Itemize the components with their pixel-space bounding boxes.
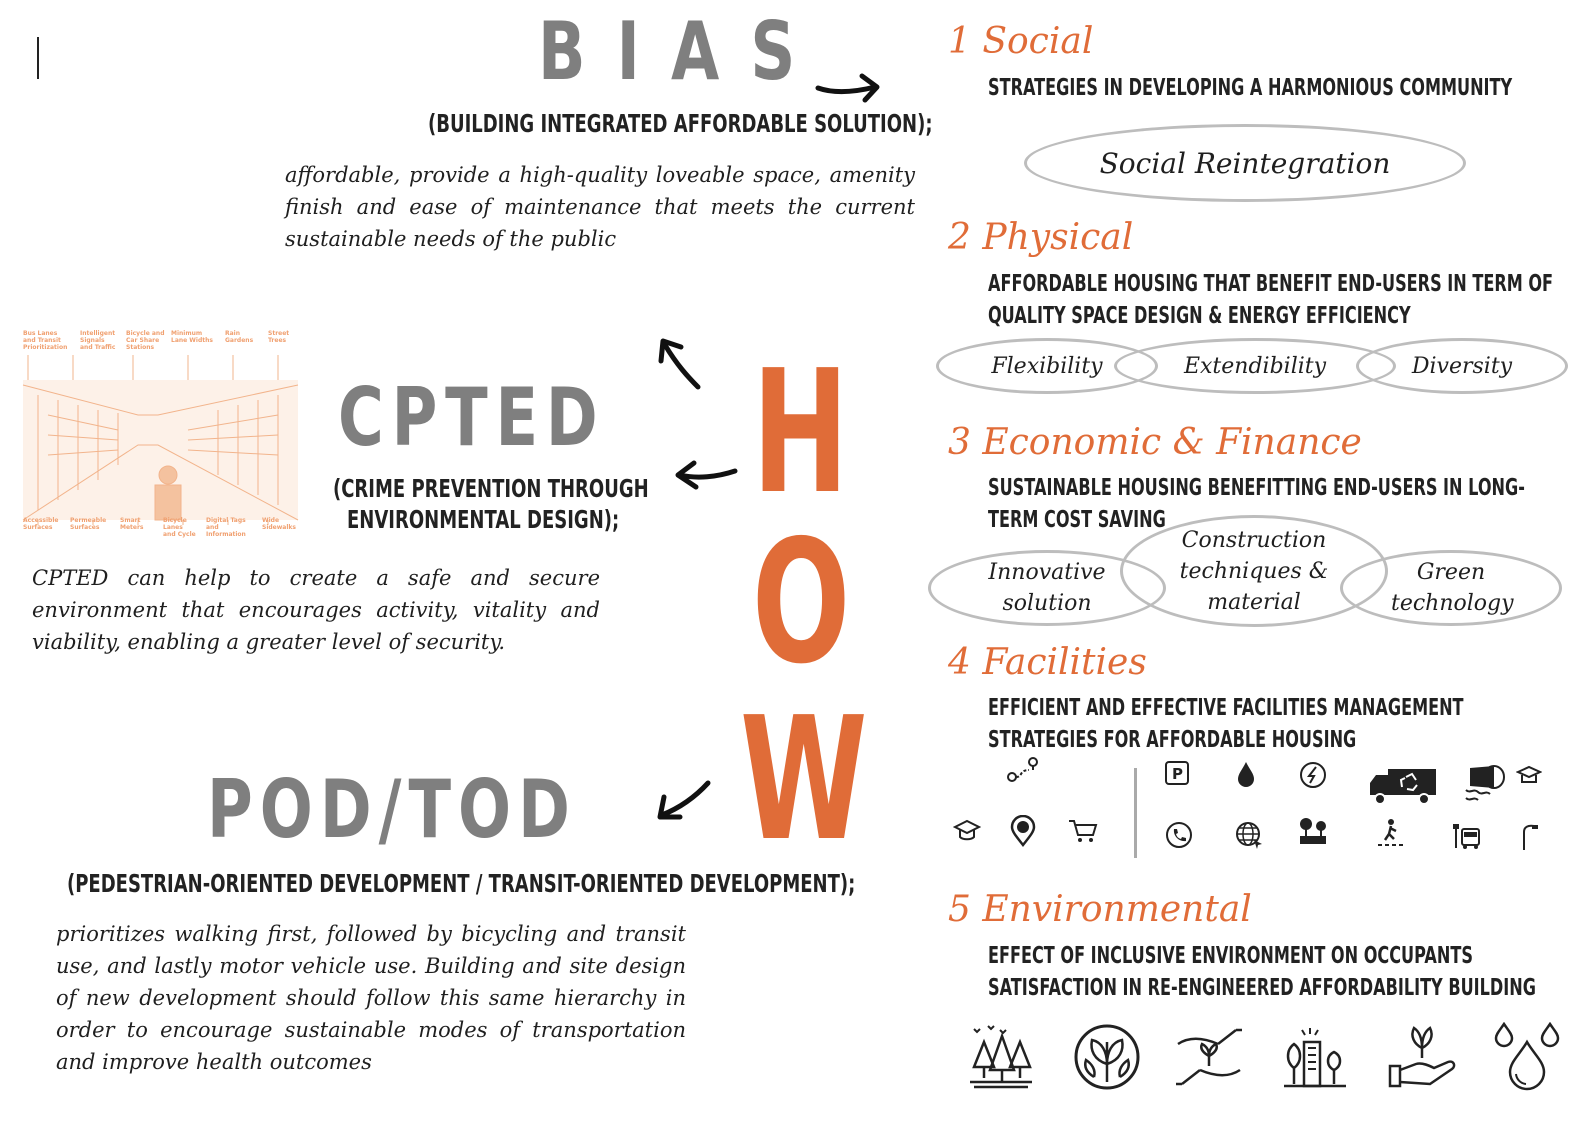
pedestrian-crossing-icon bbox=[1376, 818, 1406, 848]
arrow-up-left-icon bbox=[655, 335, 710, 395]
svg-text:Surfaces: Surfaces bbox=[23, 524, 53, 531]
podtod-title: POD/TOD bbox=[207, 763, 577, 856]
bubble-innovative-solution: Innovative solution bbox=[928, 550, 1166, 626]
svg-text:Car Share: Car Share bbox=[126, 337, 160, 344]
svg-text:Trees: Trees bbox=[268, 337, 287, 344]
svg-text:Smart: Smart bbox=[120, 517, 141, 524]
recycling-bin-icon bbox=[1458, 762, 1508, 806]
how-letter-w: W bbox=[740, 681, 868, 879]
section-physical-title: 2 Physical bbox=[948, 217, 1134, 258]
hands-seedling-icon bbox=[1174, 1022, 1244, 1092]
svg-text:Minimum: Minimum bbox=[171, 330, 203, 337]
section-physical-description: AFFORDABLE HOUSING THAT BENEFIT END-USERS IN TERM OF QUALITY SPACE DESIGN & ENERGY EFFICIENCY bbox=[988, 271, 1554, 329]
park-icon bbox=[1296, 816, 1330, 846]
svg-text:Bicycle: Bicycle bbox=[163, 517, 187, 524]
bubble-social-reintegration: Social Reintegration bbox=[1024, 124, 1466, 202]
svg-text:Gardens: Gardens bbox=[225, 337, 254, 344]
bias-title: B I A S bbox=[538, 5, 800, 98]
svg-text:Signals: Signals bbox=[80, 337, 105, 344]
green-building-icon bbox=[1280, 1022, 1350, 1092]
street-light-icon bbox=[1518, 822, 1542, 850]
svg-text:Wide: Wide bbox=[262, 517, 280, 524]
podtod-description: prioritizes walking first, followed by bicycling and transit use, and lastly motor vehicle use. Building and site design of new development should follow this same hierarchy in order to encourage sustainable modes of transportation and improve health outcomes bbox=[56, 922, 686, 1074]
arrow-left-icon bbox=[672, 455, 742, 495]
svg-text:Prioritization: Prioritization bbox=[23, 344, 68, 351]
section-facilities-description: EFFICIENT AND EFFECTIVE FACILITIES MANAGEMENT STRATEGIES FOR AFFORDABLE HOUSING bbox=[988, 695, 1464, 753]
cpted-subtitle-line1: (CRIME PREVENTION THROUGH bbox=[333, 474, 649, 503]
svg-text:Information: Information bbox=[206, 531, 246, 538]
svg-text:Lanes: Lanes bbox=[163, 524, 183, 531]
svg-text:Digital Tags: Digital Tags bbox=[206, 517, 246, 524]
svg-text:Rain: Rain bbox=[225, 330, 240, 337]
section-environmental-title: 5 Environmental bbox=[948, 889, 1252, 930]
section-social-description: STRATEGIES IN DEVELOPING A HARMONIOUS COMMUNITY bbox=[988, 75, 1513, 101]
school-icon bbox=[1516, 764, 1542, 790]
water-drops-icon bbox=[1492, 1022, 1562, 1092]
svg-text:and Traffic: and Traffic bbox=[80, 344, 116, 351]
shopping-cart-icon bbox=[1068, 818, 1098, 844]
cpted-title: CPTED bbox=[338, 371, 606, 464]
location-pin-icon bbox=[1010, 815, 1036, 847]
map-route-icon bbox=[1005, 755, 1041, 785]
svg-text:Lane Widths: Lane Widths bbox=[171, 337, 213, 344]
phone-icon bbox=[1164, 820, 1194, 850]
garbage-truck-icon bbox=[1368, 767, 1438, 805]
section-environmental-description: EFFECT OF INCLUSIVE ENVIRONMENT ON OCCUPANTS SATISFACTION IN RE-ENGINEERED AFFORDABILITY BUILDING bbox=[988, 943, 1536, 1001]
svg-text:Accessible: Accessible bbox=[23, 517, 59, 524]
section-economic-title: 3 Economic & Finance bbox=[948, 422, 1362, 463]
bubble-diversity: Diversity bbox=[1356, 338, 1568, 394]
bubble-flexibility: Flexibility bbox=[936, 338, 1158, 394]
cpted-description: CPTED can help to create a safe and secure environment that encourages activity, vitality and viability, enabling a greater level of security. bbox=[32, 566, 600, 654]
section-economic-description: SUSTAINABLE HOUSING BENEFITTING END-USERS IN LONG-TERM COST SAVING bbox=[988, 475, 1525, 533]
section-facilities-title: 4 Facilities bbox=[948, 642, 1147, 683]
electric-plug-icon bbox=[1298, 760, 1328, 790]
street-sketch-illustration bbox=[18, 325, 303, 550]
svg-text:Bicycle and: Bicycle and bbox=[126, 330, 165, 337]
bubble-green-technology: Green technology bbox=[1340, 550, 1562, 626]
svg-text:P: P bbox=[1172, 765, 1183, 783]
graduation-cap-icon bbox=[953, 818, 981, 844]
section-social-title: 1 Social bbox=[948, 21, 1094, 62]
svg-text:Street: Street bbox=[268, 330, 290, 337]
svg-text:Sidewalks: Sidewalks bbox=[262, 524, 296, 531]
svg-text:Meters: Meters bbox=[120, 524, 144, 531]
svg-text:and: and bbox=[206, 524, 219, 531]
bubble-construction-techniques: Construction techniques & material bbox=[1120, 515, 1388, 627]
arrow-down-left-icon bbox=[652, 775, 717, 825]
svg-text:Bus Lanes: Bus Lanes bbox=[23, 330, 58, 337]
svg-text:Stations: Stations bbox=[126, 344, 155, 351]
bus-stop-icon bbox=[1452, 822, 1482, 850]
icon-group-divider bbox=[1134, 768, 1137, 858]
svg-text:Surfaces: Surfaces bbox=[70, 524, 100, 531]
bubble-extendibility: Extendibility bbox=[1114, 338, 1396, 394]
bias-description: affordable, provide a high-quality loveable space, amenity finish and ease of maintenance that meets the current sustainable needs of the public bbox=[285, 163, 915, 251]
forest-trees-icon bbox=[966, 1022, 1036, 1092]
how-letter-h: H bbox=[752, 334, 849, 532]
svg-text:Permeable: Permeable bbox=[70, 517, 107, 524]
arrow-right-icon bbox=[815, 70, 885, 110]
hand-plant-icon bbox=[1388, 1022, 1458, 1092]
podtod-subtitle: (PEDESTRIAN-ORIENTED DEVELOPMENT / TRANSIT-ORIENTED DEVELOPMENT); bbox=[67, 869, 856, 898]
svg-text:and Cycle: and Cycle bbox=[163, 531, 196, 538]
svg-text:Intelligent: Intelligent bbox=[80, 330, 116, 337]
parking-icon bbox=[1164, 760, 1190, 786]
circular-plants-icon bbox=[1072, 1022, 1142, 1092]
water-drop-icon bbox=[1236, 760, 1256, 788]
bias-subtitle: (BUILDING INTEGRATED AFFORDABLE SOLUTION); bbox=[428, 109, 933, 138]
globe-icon bbox=[1234, 820, 1264, 850]
how-letter-o: O bbox=[752, 504, 851, 702]
text-cursor bbox=[37, 37, 39, 79]
cpted-subtitle-line2: ENVIRONMENTAL DESIGN); bbox=[347, 505, 620, 534]
svg-text:and Transit: and Transit bbox=[23, 337, 61, 344]
